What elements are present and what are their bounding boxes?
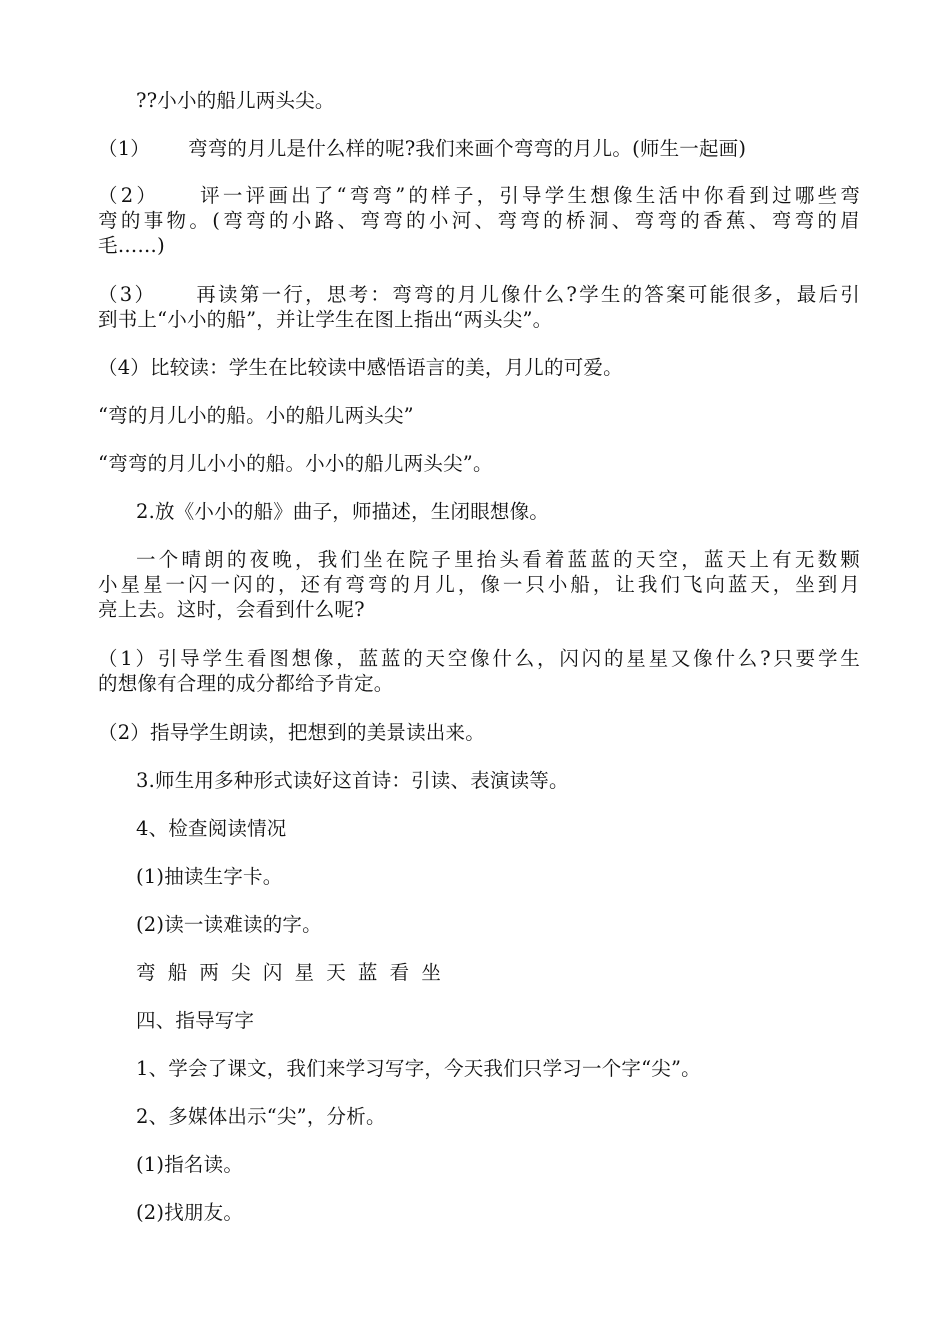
character-list bbox=[136, 960, 860, 985]
item-text: 再读第一行，思考：弯弯的月儿像什么?学生的答案可能很多，最后引 bbox=[194, 283, 860, 306]
item-text: 评一评画出了“弯弯”的样子，引导学生想像生活中你看到过哪些弯 bbox=[197, 184, 860, 207]
paragraph-7: “弯弯的月儿小小的船。小小的船儿两头尖”。 bbox=[98, 452, 493, 475]
item-text: 弯弯的月儿是什么样的呢?我们来画个弯弯的月儿。(师生一起画) bbox=[188, 137, 747, 160]
paragraph-12: 3.师生用多种形式读好这首诗：引读、表演读等。 bbox=[136, 769, 569, 792]
character: 弯 bbox=[136, 961, 156, 984]
paragraph-19: 2、多媒体出示“尖”，分析。 bbox=[136, 1105, 386, 1128]
item-number: （3） bbox=[98, 283, 157, 306]
character: 坐 bbox=[421, 961, 442, 984]
paragraph-4: （3） 再读第一行，思考：弯弯的月儿像什么?学生的答案可能很多，最后引 到书上“小小的船”，并让学生在图上指出“两头尖”。 bbox=[98, 283, 860, 331]
character: 闪 bbox=[262, 961, 283, 984]
paragraph-18: 1、学会了课文，我们来学习写字，今天我们只学习一个字“尖”。 bbox=[136, 1057, 701, 1080]
paragraph-20: (1)指名读。 bbox=[136, 1153, 244, 1176]
paragraph-11: （2）指导学生朗读，把想到的美景读出来。 bbox=[98, 721, 485, 744]
section-heading: 四、指导写字 bbox=[136, 1009, 255, 1032]
item-number: （2） bbox=[98, 184, 160, 207]
paragraph-21: (2)找朋友。 bbox=[136, 1201, 244, 1224]
paragraph-8: 2.放《小小的船》曲子，师描述，生闭眼想像。 bbox=[136, 500, 550, 523]
item-number: （1） bbox=[98, 137, 151, 160]
paragraph-6: “弯的月儿小的船。小的船儿两头尖” bbox=[98, 404, 414, 427]
character: 两 bbox=[199, 961, 220, 984]
character: 蓝 bbox=[357, 961, 378, 984]
paragraph-5: （4）比较读：学生在比较读中感悟语言的美，月儿的可爱。 bbox=[98, 356, 623, 379]
paragraph-9: 一个晴朗的夜晚，我们坐在院子里抬头看着蓝蓝的天空，蓝天上有无数颗 小星星一闪一闪的，还有弯弯的月儿，像一只小船，让我们飞向蓝天，坐到月 亮上去。这时，会看到什么呢? bbox=[98, 548, 860, 621]
character: 尖 bbox=[231, 961, 251, 984]
paragraph-15: (2)读一读难读的字。 bbox=[136, 913, 322, 936]
character: 天 bbox=[326, 961, 346, 984]
paragraph-2 bbox=[98, 136, 860, 161]
paragraph-10: （1）引导学生看图想像，蓝蓝的天空像什么，闪闪的星星又像什么?只要学生 的想像有合理的成分都给予肯定。 bbox=[98, 647, 860, 695]
character: 星 bbox=[294, 961, 315, 984]
character: 船 bbox=[167, 961, 188, 984]
paragraph-13: 4、检查阅读情况 bbox=[136, 817, 287, 840]
character: 看 bbox=[389, 961, 410, 984]
paragraph-3: （2） 评一评画出了“弯弯”的样子，引导学生想像生活中你看到过哪些弯 弯的事物。(弯弯的小路、弯弯的小河、弯弯的桥洞、弯弯的香蕉、弯弯的眉 毛……) bbox=[98, 184, 860, 257]
paragraph-14: (1)抽读生字卡。 bbox=[136, 865, 283, 888]
paragraph-1: ??小小的船儿两头尖。 bbox=[136, 89, 335, 112]
